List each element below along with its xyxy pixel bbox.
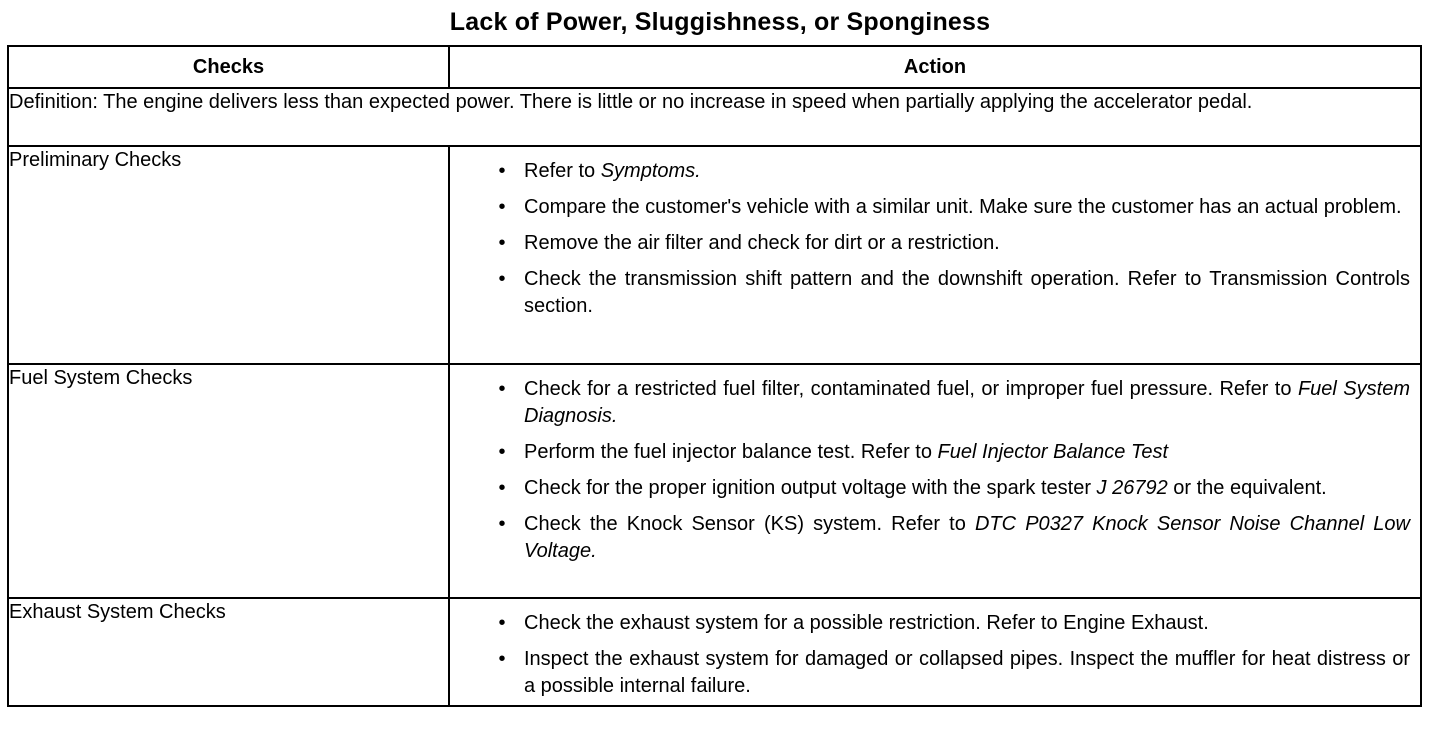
bullet-icon: •: [498, 648, 506, 670]
section-label-preliminary-checks: Preliminary Checks: [8, 146, 449, 364]
section-label-exhaust-system-checks: Exhaust System Checks: [8, 598, 449, 706]
column-header-action: Action: [449, 46, 1421, 88]
action-text: Inspect the exhaust system for damaged or collapsed pipes. Inspect the muffler for heat distress or a possible internal failure.: [524, 648, 1410, 697]
definition-row: [8, 88, 1421, 146]
column-header-checks: Checks: [8, 46, 449, 88]
action-reference: J 26792: [1096, 477, 1168, 499]
diagnosis-table: [7, 45, 1422, 707]
action-text: Perform the fuel injector balance test. Refer to: [524, 441, 938, 463]
action-reference: Fuel Injector Balance Test: [937, 441, 1169, 463]
action-text: Check for the proper ignition output voltage with the spark tester: [524, 477, 1097, 499]
action-item: [492, 230, 1410, 257]
action-text: Check the exhaust system for a possible restriction. Refer to Engine Exhaust.: [524, 612, 1209, 634]
table-row: [8, 146, 1421, 364]
table-header-row: [8, 46, 1421, 88]
bullet-icon: •: [498, 477, 506, 499]
action-text: Check the Knock Sensor (KS) system. Refer to: [524, 513, 975, 535]
action-text-tail: or the equivalent.: [1167, 477, 1327, 499]
action-reference: Fuel System Diagnosis.: [524, 378, 1410, 427]
action-item: [492, 646, 1410, 700]
action-reference: DTC P0327 Knock Sensor Noise Channel Low Voltage.: [524, 513, 1410, 562]
action-cell: [449, 146, 1421, 364]
table-row: [8, 364, 1421, 598]
table-row: [8, 598, 1421, 706]
action-item: [492, 511, 1410, 565]
action-cell: [449, 364, 1421, 598]
action-list: [450, 147, 1420, 324]
definition-text: Definition: The engine delivers less than expected power. There is little or no increase in speed when partially applying the accelerator pedal.: [8, 88, 1421, 146]
bullet-icon: •: [498, 513, 506, 535]
action-text: Remove the air filter and check for dirt or a restriction.: [524, 232, 1000, 254]
action-item: [492, 439, 1410, 466]
bullet-icon: •: [498, 160, 506, 182]
action-item: [492, 475, 1410, 502]
action-item: [492, 194, 1410, 221]
bullet-icon: •: [498, 612, 506, 634]
action-item: [492, 376, 1410, 430]
action-item: [492, 610, 1410, 637]
action-cell: [449, 598, 1421, 706]
page-title: Lack of Power, Sluggishness, or Sponginess: [449, 8, 991, 36]
bullet-icon: •: [498, 232, 506, 254]
action-text: Check the transmission shift pattern and the downshift operation. Refer to Transmission Controls section.: [524, 268, 1410, 317]
bullet-icon: •: [498, 268, 506, 290]
action-item: [492, 266, 1410, 320]
bullet-icon: •: [498, 378, 506, 400]
action-text: Check for a restricted fuel filter, contaminated fuel, or improper fuel pressure. Refer to: [524, 378, 1298, 400]
bullet-icon: •: [498, 441, 506, 463]
action-text: Refer to: [524, 160, 601, 182]
section-label-fuel-system-checks: Fuel System Checks: [8, 364, 449, 598]
bullet-icon: •: [498, 196, 506, 218]
action-list: [450, 365, 1420, 569]
action-list: [450, 599, 1420, 704]
action-reference: Symptoms.: [600, 160, 701, 182]
action-item: [492, 158, 1410, 185]
action-text: Compare the customer's vehicle with a similar unit. Make sure the customer has an actual problem.: [524, 196, 1402, 218]
